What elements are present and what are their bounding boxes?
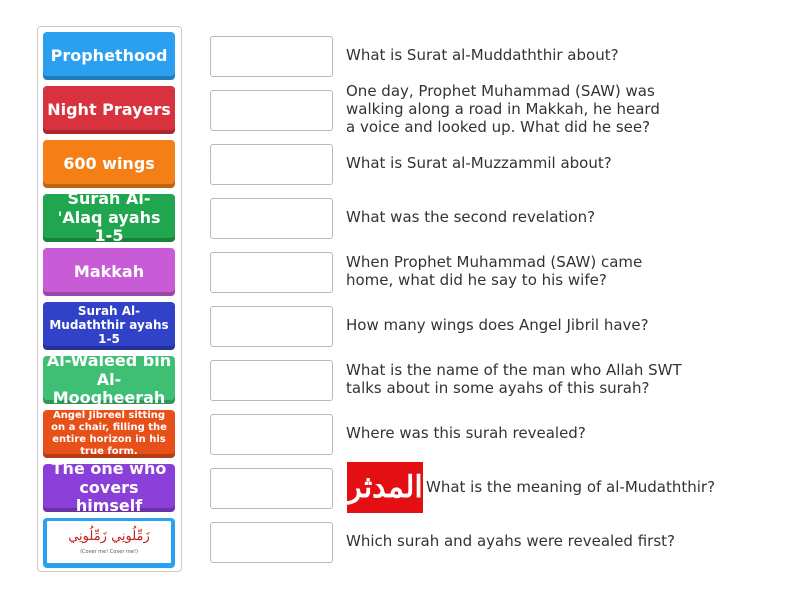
drop-box-3[interactable]: [210, 144, 333, 185]
drop-box-2[interactable]: [210, 90, 333, 131]
question-6: How many wings does Angel Jibril have?: [346, 316, 649, 334]
drop-box-9[interactable]: [210, 468, 333, 509]
answer-tile-al-waleed[interactable]: Al-Waleed bin Al-Moogheerah: [43, 356, 175, 404]
question-8: Where was this surah revealed?: [346, 424, 586, 442]
answer-tile-surah-al-alaq[interactable]: Surah Al-'Alaq ayahs 1-5: [43, 194, 175, 242]
question-9: What is the meaning of al-Mudaththir?: [426, 478, 716, 496]
question-10: Which surah and ayahs were revealed first?: [346, 532, 675, 550]
answer-tile-surah-al-mudaththir[interactable]: Surah Al-Mudaththir ayahs 1-5: [43, 302, 175, 350]
drop-box-10[interactable]: [210, 522, 333, 563]
cover-me-image: [47, 521, 171, 563]
question-5: When Prophet Muhammad (SAW) came home, what did he say to his wife?: [346, 253, 643, 289]
al-mudaththir-arabic-image: المدثر: [347, 462, 423, 513]
question-7: What is the name of the man who Allah SWT talks about in some ayahs of this surah?: [346, 361, 682, 397]
question-2: One day, Prophet Muhammad (SAW) was walking along a road in Makkah, he heard a voice and looked up. What did he see?: [346, 82, 660, 136]
answer-tile-prophethood[interactable]: Prophethood: [43, 32, 175, 80]
drop-box-1[interactable]: [210, 36, 333, 77]
question-3: What is Surat al-Muzzammil about?: [346, 154, 612, 172]
answer-tile-makkah[interactable]: Makkah: [43, 248, 175, 296]
answer-tile-angel-jibreel[interactable]: Angel Jibreel sitting on a chair, filling the entire horizon in his true form.: [43, 410, 175, 458]
drop-box-5[interactable]: [210, 252, 333, 293]
answer-tile-covers-himself[interactable]: The one who covers himself: [43, 464, 175, 512]
answer-tile-cover-me-image[interactable]: [43, 518, 175, 568]
question-1: What is Surat al-Muddaththir about?: [346, 46, 619, 64]
drop-box-4[interactable]: [210, 198, 333, 239]
answer-tile-night-prayers[interactable]: Night Prayers: [43, 86, 175, 134]
cover-me-caption: (Cover me! Cover me!): [80, 549, 138, 555]
answer-tile-600-wings[interactable]: 600 wings: [43, 140, 175, 188]
drop-box-8[interactable]: [210, 414, 333, 455]
cover-me-arabic: زَمِّلُونِي زَمِّلُونِي: [68, 529, 150, 544]
question-4: What was the second revelation?: [346, 208, 596, 226]
drop-box-7[interactable]: [210, 360, 333, 401]
drop-box-6[interactable]: [210, 306, 333, 347]
